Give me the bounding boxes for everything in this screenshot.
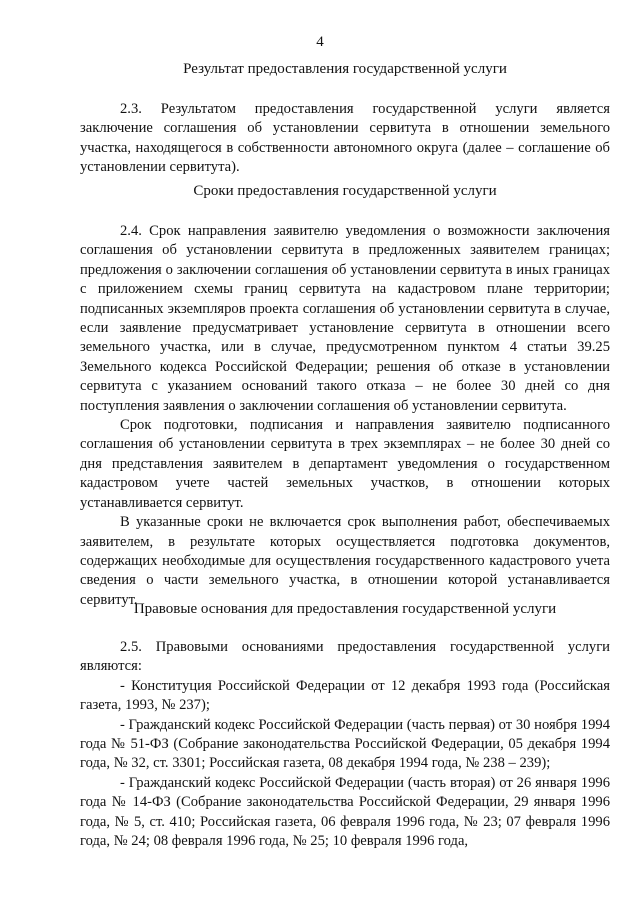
section-legal-basis: [80, 600, 610, 851]
section-result: [80, 60, 610, 178]
list-item: - Гражданский кодекс Российской Федерации (часть первая) от 30 ноября 1994 года № 51-ФЗ (Собрание законодательства Российской Федерации, 05 декабря 1994 года, № 32, ст. 3301; Российская газета, 08 декабря 1994 года, № 238 – 239);: [80, 716, 610, 772]
section-heading: Правовые основания для предоставления государственной услуги: [133, 601, 557, 617]
list-item: - Гражданский кодекс Российской Федерации (часть вторая) от 26 января 1996 года № 14-ФЗ (Собрание законодательства Российской Федерации, 29 января 1996 года, № 5, ст. 410; Российская газета, 06 февраля 1996 года, № 23; 07 февраля 1996 года, № 24; 08 февраля 1996 года, № 25; 10 февраля 1996 года,: [80, 774, 610, 850]
list-item: - Конституция Российской Федерации от 12 декабря 1993 года (Российская газета, 1993, № 237);: [80, 677, 610, 714]
section-terms: [80, 182, 610, 610]
paragraph: В указанные сроки не включается срок выполнения работ, обеспечиваемых заявителем, в результате которых осуществляется подготовка документов, содержащих необходимые для осуществления государственного кадастрового учета сведения о части земельного участка, в отношении которой устанавливается сервитут.: [80, 514, 610, 608]
paragraph: 2.4. Срок направления заявителю уведомления о возможности заключения соглашения об установлении сервитута в предложенных заявителем границах; предложения о заключении соглашения об установлении сервитута в иных границах с приложением схемы границ сервитута на кадастровом плане территории; подписанных экземпляров проекта соглашения об установлении сервитута в случае, если заявление предусматривает установление сервитута в отношении всего земельного участка, или в случае, предусмотренном пунктом 4 статьи 39.25 Земельного кодекса Российской Федерации; решения об отказе в установлении сервитута с указанием оснований такого отказа – не более 30 дней со дня поступления заявления о заключении соглашения об установлении сервитута.: [80, 223, 610, 414]
section-heading: Результат предоставления государственной услуги: [183, 61, 507, 77]
paragraph: 2.3. Результатом предоставления государственной услуги является заключение соглашения об установлении сервитута в отношении земельного участка, находящегося в собственности автономного округа (далее – соглашение об установлении сервитута).: [80, 101, 610, 176]
paragraph: Срок подготовки, подписания и направления заявителю подписанного соглашения об установлении сервитута в трех экземплярах – не более 30 дней со дня представления заявителем в департамент уведомления о государственном кадастровом учете частей земельных участков, в отношении которых устанавливается сервитут.: [80, 417, 610, 511]
page-number: 4: [316, 34, 324, 50]
section-heading: Сроки предоставления государственной услуги: [193, 183, 497, 199]
paragraph: 2.5. Правовыми основаниями предоставления государственной услуги являются:: [80, 639, 610, 675]
